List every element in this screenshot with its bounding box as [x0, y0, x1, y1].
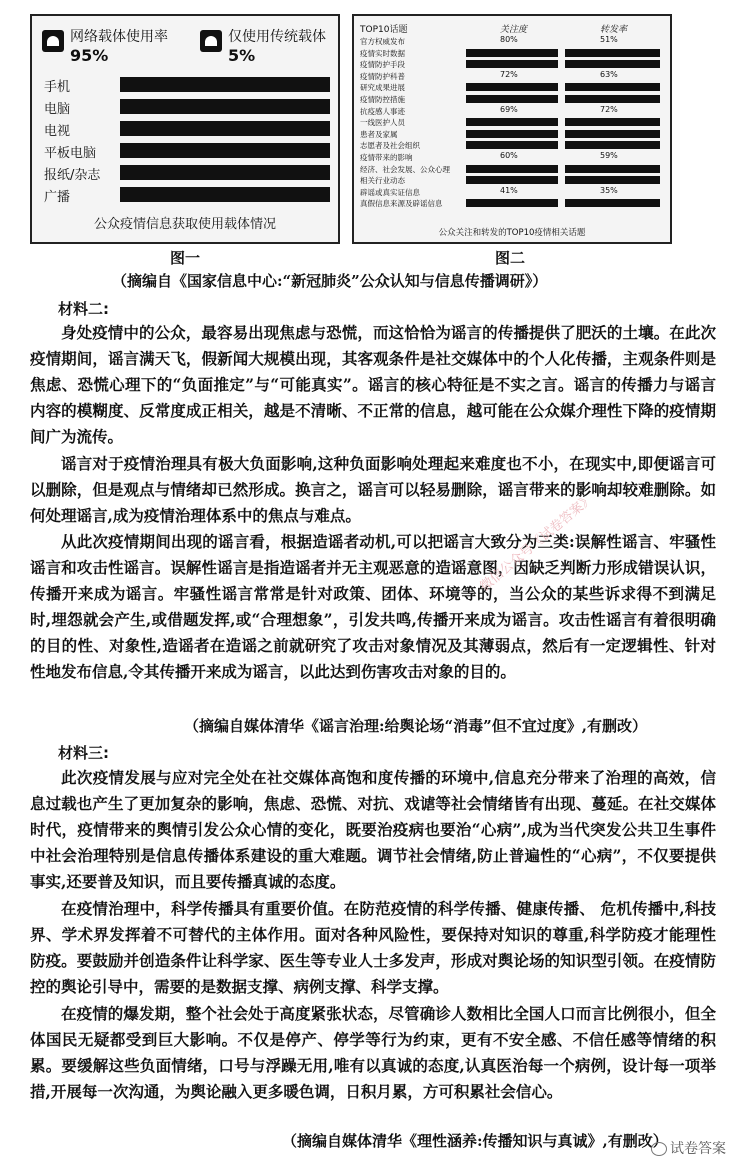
topic-label: 官方权威发布 [360, 37, 405, 46]
forward-bar [565, 118, 660, 126]
attention-bar [466, 49, 558, 57]
topic-label: 一线医护人员 [360, 118, 405, 128]
figure-2 [352, 14, 672, 244]
attention-bar [466, 118, 558, 126]
media-bar [120, 77, 330, 92]
topic-label: 疫情防护手段 [360, 60, 405, 70]
topic-row [360, 82, 666, 92]
book-icon [200, 30, 222, 52]
attention-bar [466, 130, 558, 138]
media-row [44, 164, 334, 183]
figure-1 [30, 14, 340, 244]
watermark: 微信公众号《试卷答案》 [477, 491, 597, 595]
source-citation-3: （摘编自媒体清华《理性涵养:传播知识与真诚》,有删改） [282, 1132, 668, 1150]
figure-1-caption: 公众疫情信息获取使用载体情况 [93, 217, 276, 232]
topic-row [360, 94, 666, 104]
figure-2-caption: 公众关注和转发的TOP10疫情相关话题 [438, 228, 586, 238]
attention-value: 72% [500, 69, 518, 79]
attention-bar [466, 141, 558, 149]
material-3-heading: 材料三: [58, 744, 109, 762]
topic-label: 疫情防控措施 [360, 95, 405, 104]
material-2-paragraph-2: 谣言对于疫情治理具有极大负面影响,这种负面影响处理起来难度也不小，在现实中,即便谣言可以删除，但是观点与情绪却已然形成。换言之，谣言可以轻易删除，谣言带来的影响却较难删除。如何处理谣言,成为疫情治理体系中的焦点与难点。 [30, 454, 716, 526]
topic-label: 研究成果进展 [360, 83, 405, 93]
topic-row [360, 129, 666, 139]
forward-bar [565, 165, 660, 173]
media-bar [120, 121, 330, 136]
topic-label: 疫情防护科普 [360, 71, 405, 81]
forward-bar [565, 199, 660, 207]
topic-label: 辟谣或真实证信息 [360, 187, 420, 197]
media-row [44, 120, 334, 139]
forward-bar [565, 83, 660, 91]
media-label: 电脑 [44, 102, 71, 117]
forward-value: 59% [600, 151, 618, 160]
material-2-heading: 材料二: [58, 300, 109, 318]
media-bar [120, 187, 330, 202]
topic-row [360, 198, 666, 208]
attention-bar [466, 176, 558, 184]
forward-value: 72% [600, 104, 618, 114]
network-usage-value: 95% [70, 46, 109, 65]
forward-value: 35% [600, 185, 618, 195]
material-3-paragraph-3: 在疫情的爆发期，整个社会处于高度紧张状态，尽管确诊人数相比全国人口而言比例很小，但全体国民无疑都受到巨大影响。不仅是停产、停学等行为约束，更有不安全感、不信任感等情绪的积累。要缓解这些负面情绪，口号与浮躁无用,唯有以真诚的态度,认真医治每一个病例，设计每一项举措,开展每一次沟通，为舆论融入更多暖色调，日积月累，方可积累社会信心。 [30, 1004, 716, 1102]
media-label: 报纸/杂志 [44, 168, 101, 183]
forward-bar [565, 49, 660, 57]
media-label: 平板电脑 [44, 146, 97, 161]
topic-label: 志愿者及社会组织 [360, 141, 420, 151]
topic-row [360, 164, 666, 174]
topic-row [360, 175, 666, 185]
topic-row [360, 117, 666, 127]
attention-bar [466, 83, 558, 91]
forward-header: 转发率 [600, 25, 628, 35]
wechat-icon [651, 1142, 667, 1156]
traditional-usage-value: 5% [228, 46, 256, 65]
material-3-paragraph-1: 此次疫情发展与应对完全处在社交媒体高饱和度传播的环境中,信息充分带来了治理的高效，信息过载也产生了更加复杂的影响，焦虑、恐慌、对抗、戏谑等社会情绪皆有出现、蔓延。在社交媒体时代，疫情带来的舆情引发公众心情的变化，既要治疫病也要治“心病”,成为当代突发公共卫生事件中社会治理特别是信息传播体系建设的重大难题。调节社会情绪,防止普遍性的“心病”，不仅要提供事实,还要普及知识，而且要传播真诚的态度。 [30, 768, 716, 892]
media-label: 手机 [44, 80, 71, 95]
topic-label: 抗疫感人事迹 [360, 106, 405, 116]
source-citation-2: （摘编自媒体清华《谣言治理:给舆论场“消毒”但不宜过度》,有删改） [184, 717, 648, 735]
attention-header: 关注度 [500, 25, 528, 35]
attention-bar [466, 95, 558, 103]
traditional-usage-badge [196, 24, 336, 68]
media-bar [120, 165, 330, 180]
attention-value: 41% [500, 185, 518, 195]
topic-label: 真假信息来源及辟谣信息 [360, 199, 443, 209]
attention-value: 80% [500, 35, 518, 44]
topic-label: 疫情带来的影响 [360, 153, 413, 162]
media-bar [120, 143, 330, 158]
media-row [44, 98, 334, 117]
figure-2-title: TOP10话题 [360, 25, 408, 35]
material-2-paragraph-3: 从此次疫情期间出现的谣言看，根据造谣者动机,可以把谣言大致分为三类:误解性谣言、牢骚性谣言和攻击性谣言。误解性谣言是指造谣者并无主观恶意的造谣意图，因缺乏判断力形成错误认识，传播开来成为谣言。牢骚性谣言常常是针对政策、团体、环境等的，当公众的某些诉求得不到满足时,埋怨就会产生,或借题发挥,或“合理想象”，引发共鸣,传播开来成为谣言。攻击性谣言有着很明确的目的性、对象性,造谣者在造谣之前就研究了攻击对象情况及其薄弱点，然后有一定逻辑性、针对性地发布信息,令其传播开来成为谣言，以此达到伤害攻击对象的目的。 [30, 532, 716, 682]
material-3-paragraph-2: 在疫情治理中，科学传播具有重要价值。在防范疫情的科学传播、健康传播、 危机传播中,科技界、学术界发挥着不可替代的主体作用。面对各种风险性，要保持对知识的尊重,科学防疫才能理性防疫。要鼓励并创造条件让科学家、医生等专业人士多发声，形成对舆论场的知识型引领。在疫情防控的舆论引导中，需要的是数据支撑、病例支撑、科学支撑。 [30, 899, 716, 997]
media-row [44, 142, 334, 161]
topic-row [360, 59, 666, 69]
forward-bar [565, 130, 660, 138]
wifi-icon [42, 30, 64, 52]
figure-1-label: 图一 [170, 249, 201, 267]
topic-label: 相关行业动态 [360, 176, 405, 186]
forward-bar [565, 141, 660, 149]
network-usage-badge [38, 24, 198, 68]
media-label: 电视 [44, 124, 71, 139]
media-row [44, 186, 334, 205]
topic-label: 疫情实时数据 [360, 48, 405, 58]
figure-2-label: 图二 [495, 249, 526, 267]
topic-row [360, 36, 666, 46]
brand-logo-text: 试卷答案 [670, 1141, 726, 1157]
topic-label: 经济、社会发展、公众心理 [360, 164, 450, 174]
material-2-paragraph-1: 身处疫情中的公众，最容易出现焦虑与恐慌，而这恰恰为谣言的传播提供了肥沃的土壤。在此次疫情期间，谣言满天飞，假新闻大规模出现，其客观条件是社交媒体中的个人化传播，主观条件则是焦虑、恐慌心理下的“负面推定”与“可能真实”。谣言的核心特征是不实之言。谣言的传播力与谣言内容的模糊度、反常度成正相关，越是不清晰、不正常的信息，越可能在公众媒介理性下降的疫情期间广为流传。 [30, 323, 716, 447]
topic-row [360, 140, 666, 150]
attention-bar [466, 199, 558, 207]
topic-row [360, 152, 666, 162]
topic-row [360, 106, 666, 116]
brand-logo [651, 1138, 726, 1158]
media-bar [120, 99, 330, 114]
topic-label: 患者及家属 [360, 129, 398, 139]
attention-value: 69% [500, 104, 518, 114]
source-citation-1: （摘编自《国家信息中心:“新冠肺炎”公众认知与信息传播调研》） [112, 272, 548, 290]
traditional-usage-label: 仅使用传统载体 [228, 29, 326, 45]
media-row [44, 76, 334, 95]
forward-bar [565, 95, 660, 103]
attention-value: 60% [500, 151, 518, 160]
network-usage-label: 网络载体使用率 [70, 29, 168, 45]
attention-bar [466, 165, 558, 173]
topic-row [360, 71, 666, 81]
forward-value: 63% [600, 69, 618, 79]
forward-value: 51% [600, 35, 618, 44]
forward-bar [565, 60, 660, 68]
attention-bar [466, 60, 558, 68]
topic-row [360, 187, 666, 197]
topic-row [360, 48, 666, 58]
forward-bar [565, 176, 660, 184]
media-label: 广播 [44, 190, 71, 205]
